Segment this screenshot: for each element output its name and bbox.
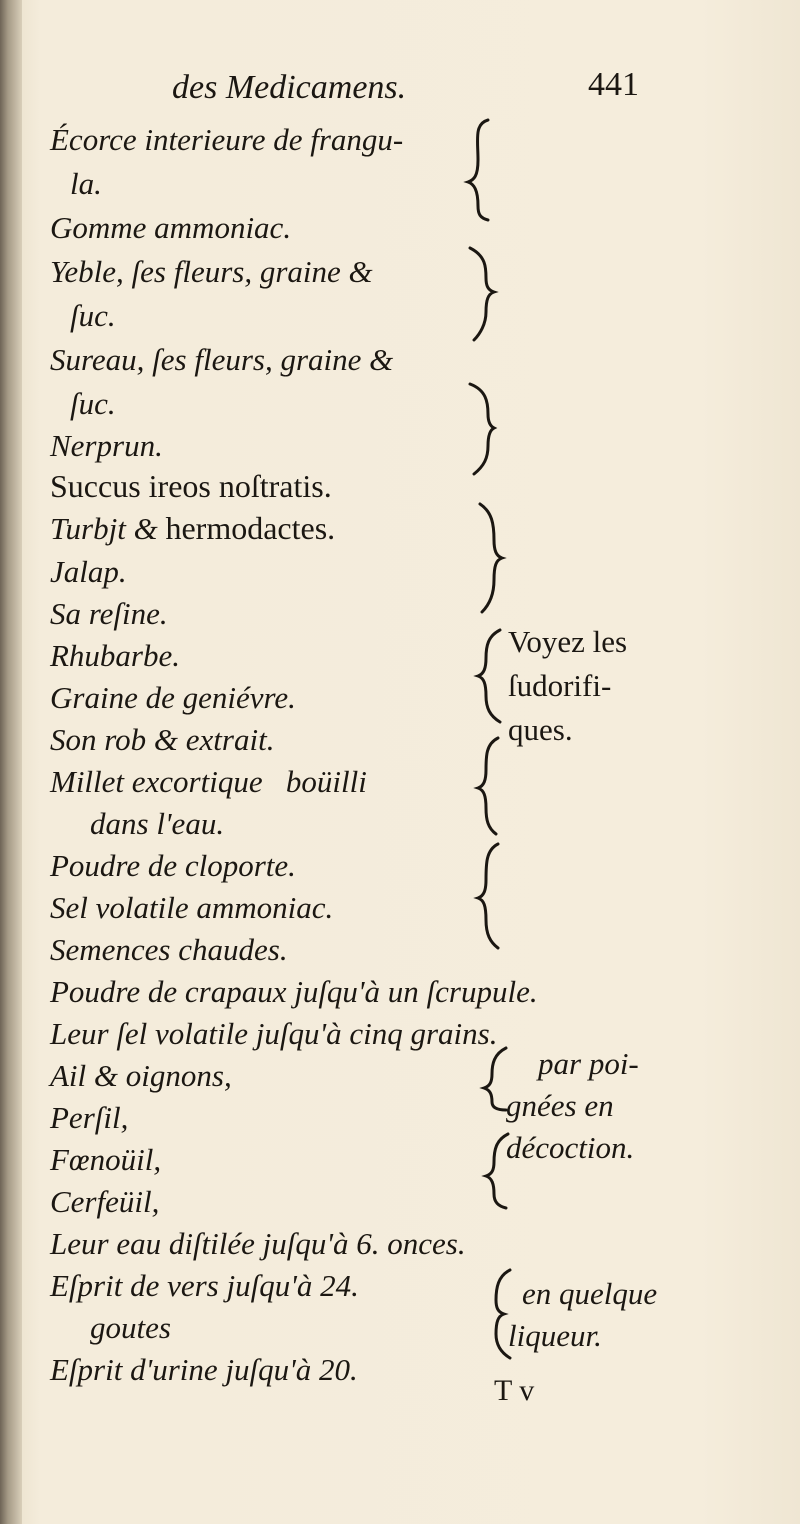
text-fragment: hermodactes. <box>165 510 336 546</box>
text-line: Ail & oignons, <box>50 1058 232 1093</box>
signature-mark: T v <box>494 1374 535 1407</box>
text-line: Gomme ammoniac. <box>50 210 292 245</box>
text-line: Sel volatile ammoniac. <box>50 890 334 925</box>
text-line: goutes <box>90 1310 171 1345</box>
text-line: Sureau, ſes fleurs, graine & <box>50 342 394 377</box>
text-line: Eſprit de vers juſqu'à 24. <box>50 1268 359 1303</box>
text-line: Sa reſine. <box>50 596 168 631</box>
margin-note: liqueur. <box>508 1318 602 1353</box>
text-fragment: Turbjt <box>50 511 126 546</box>
text-line: Yeble, ſes fleurs, graine & <box>50 254 373 289</box>
text-line: Semences chaudes. <box>50 932 288 967</box>
text-line: Jalap. <box>50 554 127 589</box>
text-line: Millet excortique boüilli <box>50 764 367 799</box>
margin-note: ques. <box>508 712 573 747</box>
running-head: des Medicamens. <box>172 69 407 106</box>
book-gutter <box>0 0 22 1524</box>
text-line: Eſprit d'urine juſqu'à 20. <box>50 1352 358 1387</box>
text-line: Graine de geniévre. <box>50 680 296 715</box>
text-line: dans l'eau. <box>90 806 225 841</box>
text-line: ſuc. <box>70 386 116 421</box>
text-line: Son rob & extrait. <box>50 722 275 757</box>
margin-note: gnées en <box>506 1088 614 1123</box>
text-line: Leur eau diſtilée juſqu'à 6. onces. <box>50 1226 466 1261</box>
margin-note: décoction. <box>506 1130 635 1165</box>
text-line: ſuc. <box>70 298 116 333</box>
text-line: Fœnoüil, <box>50 1142 162 1177</box>
text-line: la. <box>70 166 102 201</box>
text-line <box>50 510 335 547</box>
text-line: Cerfeüil, <box>50 1184 160 1219</box>
text-line: Poudre de cloporte. <box>50 848 296 883</box>
text-line: Poudre de crapaux juſqu'à un ſcrupule. <box>50 974 538 1009</box>
margin-note: par poi- <box>538 1046 639 1081</box>
page-number: 441 <box>588 66 639 103</box>
text-fragment: & <box>133 511 158 546</box>
text-line: Leur ſel volatile juſqu'à cinq grains. <box>50 1016 498 1051</box>
text-line: Perſil, <box>50 1100 129 1135</box>
text-line: Nerprun. <box>50 428 163 463</box>
text-line: Succus ireos noſtratis. <box>50 468 332 504</box>
text-line: Écorce interieure de frangu- <box>50 122 404 157</box>
margin-note: ſudorifi- <box>508 668 612 703</box>
margin-note: en quelque <box>522 1276 658 1311</box>
margin-note: Voyez les <box>508 624 628 659</box>
text-line: Rhubarbe. <box>50 638 181 673</box>
